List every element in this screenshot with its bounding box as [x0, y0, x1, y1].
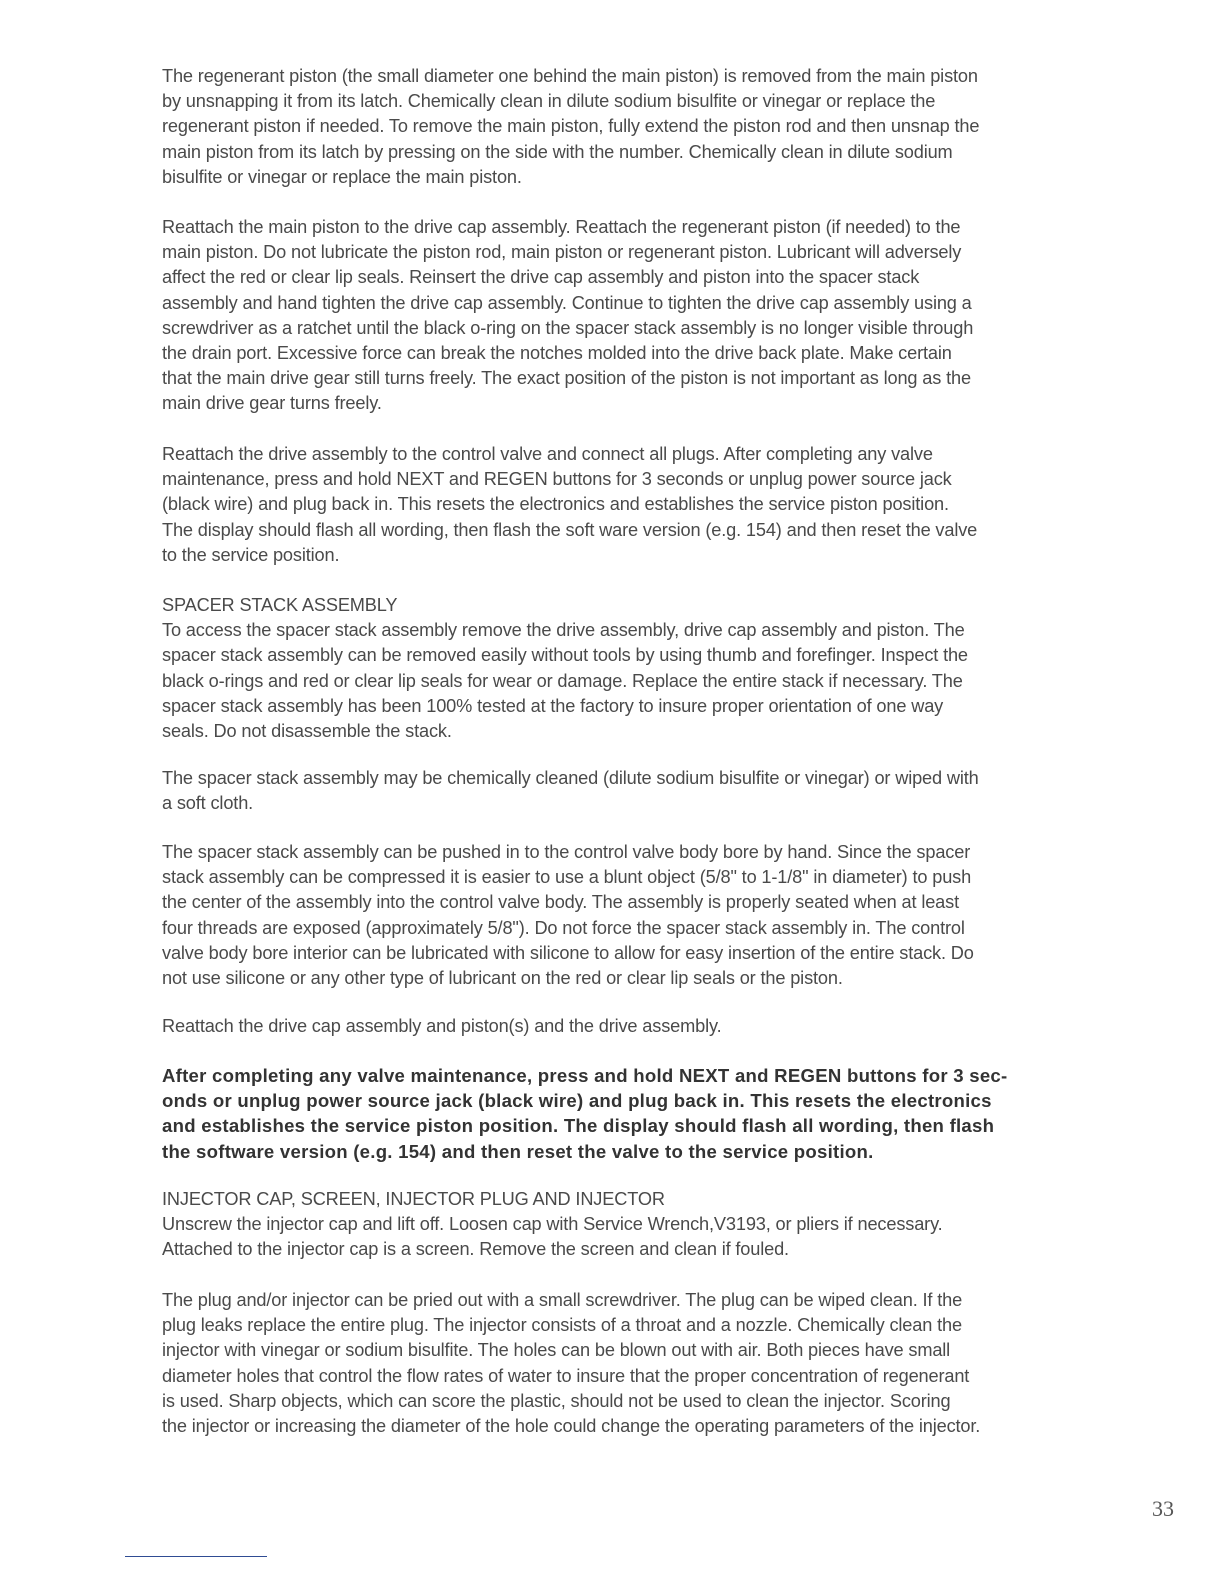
text-line: spacer stack assembly has been 100% tested at the factory to insure proper orientation of one way [162, 695, 944, 716]
page-number: 33 [1152, 1496, 1174, 1521]
text-line: diameter holes that control the flow rates of water to insure that the proper concentration of regenerant [162, 1365, 970, 1386]
text-line: Reattach the drive cap assembly and piston(s) and the drive assembly. [162, 1016, 722, 1036]
text-line: After completing any valve maintenance, press and hold NEXT and REGEN buttons for 3 sec- [162, 1065, 1008, 1086]
paragraph-spacer-insertion [162, 840, 974, 991]
paragraph-reattach-main-piston [162, 215, 973, 417]
text-line: that the main drive gear still turns freely. The exact position of the piston is not important as long as the [162, 368, 971, 389]
text-line: Attached to the injector cap is a screen. Remove the screen and clean if fouled. [162, 1239, 789, 1260]
text-line: The display should flash all wording, then flash the soft ware version (e.g. 154) and then reset the valve [162, 519, 978, 540]
text-line: spacer stack assembly can be removed easily without tools by using thumb and forefinger. Inspect the [162, 645, 968, 666]
text-line: the software version (e.g. 154) and then reset the valve to the service position. [162, 1140, 874, 1162]
section-spacer-stack-assembly [162, 593, 968, 744]
text-line: affect the red or clear lip seals. Reinsert the drive cap assembly and piston into the spacer stack [162, 267, 920, 288]
text-line: the injector or increasing the diameter of the hole could change the operating parameters of the injector. [162, 1416, 981, 1437]
text-line: not use silicone or any other type of lubricant on the red or clear lip seals or the piston. [162, 968, 843, 989]
bold-notice-reset [162, 1063, 1007, 1164]
text-line: regenerant piston if needed. To remove the main piston, fully extend the piston rod and then unsnap the [162, 116, 980, 137]
text-line: Reattach the main piston to the drive cap assembly. Reattach the regenerant piston (if needed) to the [162, 217, 961, 237]
text-line: stack assembly can be compressed it is easier to use a blunt object (5/8" to 1-1/8" in diameter) to push [162, 867, 972, 888]
text-line: valve body bore interior can be lubricated with silicone to allow for easy insertion of the entire stack. Do [162, 942, 974, 963]
text-line: onds or unplug power source jack (black wire) and plug back in. This resets the electronics [162, 1090, 992, 1112]
text-line: by unsnapping it from its latch. Chemically clean in dilute sodium bisulfite or vinegar or replace the [162, 91, 936, 112]
text-line: Reattach the drive assembly to the control valve and connect all plugs. After completing any valve [162, 444, 933, 464]
text-line: four threads are exposed (approximately 5/8"). Do not force the spacer stack assembly in. The control [162, 917, 965, 938]
text-line: is used. Sharp objects, which can score the plastic, should not be used to clean the injector. Scoring [162, 1390, 951, 1411]
text-line: Unscrew the injector cap and lift off. Loosen cap with Service Wrench,V3193, or pliers if necessary. [162, 1214, 943, 1235]
text-line: plug leaks replace the entire plug. The injector consists of a throat and a nozzle. Chemically clean the [162, 1315, 962, 1336]
section-injector [162, 1187, 943, 1263]
section-heading: SPACER STACK ASSEMBLY [162, 595, 398, 615]
text-line: To access the spacer stack assembly remove the drive assembly, drive cap assembly and piston. The [162, 620, 965, 641]
text-line: a soft cloth. [162, 793, 254, 814]
text-line: (black wire) and plug back in. This resets the electronics and establishes the service piston position. [162, 494, 949, 515]
text-line: assembly and hand tighten the drive cap assembly. Continue to tighten the drive cap assembly using a [162, 292, 972, 313]
text-line: maintenance, press and hold NEXT and REGEN buttons for 3 seconds or unplug power source jack [162, 469, 952, 490]
paragraph-injector-cleaning [162, 1288, 980, 1439]
text-line: and establishes the service piston position. The display should flash all wording, then flash [162, 1115, 995, 1137]
paragraph-spacer-cleaning [162, 766, 979, 816]
section-heading: INJECTOR CAP, SCREEN, INJECTOR PLUG AND INJECTOR [162, 1189, 665, 1209]
text-line: injector with vinegar or sodium bisulfite. The holes can be blown out with air. Both pieces have small [162, 1340, 951, 1361]
paragraph-reattach-drive-assembly [162, 442, 977, 568]
text-line: screwdriver as a ratchet until the black o-ring on the spacer stack assembly is no longer visible through [162, 317, 974, 338]
text-line: the drain port. Excessive force can break the notches molded into the drive back plate. Make certain [162, 343, 952, 364]
text-line: bisulfite or vinegar or replace the main piston. [162, 166, 522, 187]
text-line: seals. Do not disassemble the stack. [162, 721, 452, 742]
paragraph-regenerant-piston [162, 64, 979, 190]
text-line: main piston. Do not lubricate the piston rod, main piston or regenerant piston. Lubricant will adversely [162, 242, 962, 263]
text-line: black o-rings and red or clear lip seals for wear or damage. Replace the entire stack if necessary. The [162, 670, 963, 691]
text-line: The spacer stack assembly can be pushed in to the control valve body bore by hand. Since the spacer [162, 842, 971, 862]
text-line: to the service position. [162, 544, 340, 565]
text-line: The regenerant piston (the small diameter one behind the main piston) is removed from the main piston [162, 66, 978, 86]
footer-rule [125, 1556, 267, 1557]
text-line: The plug and/or injector can be pried out with a small screwdriver. The plug can be wiped clean. If the [162, 1290, 963, 1310]
text-line: The spacer stack assembly may be chemically cleaned (dilute sodium bisulfite or vinegar) or wiped with [162, 768, 979, 788]
text-line: main drive gear turns freely. [162, 393, 382, 414]
text-line: main piston from its latch by pressing on the side with the number. Chemically clean in dilute sodium [162, 141, 953, 162]
text-line: the center of the assembly into the control valve body. The assembly is properly seated when at least [162, 892, 959, 913]
paragraph-reattach-cap [162, 1014, 721, 1039]
